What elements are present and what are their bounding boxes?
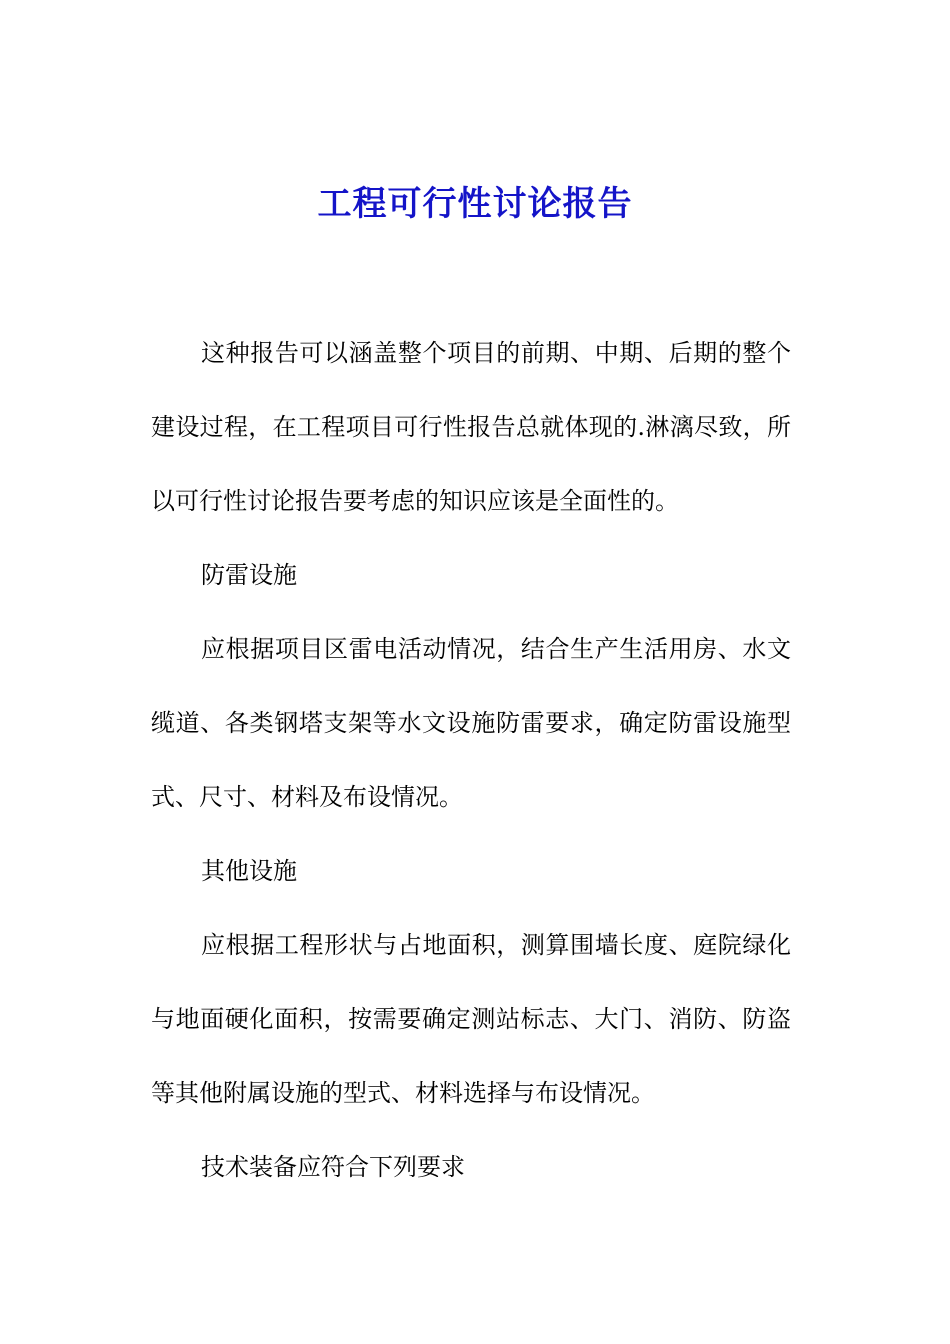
- paragraph-intro: 这种报告可以涵盖整个项目的前期、中期、后期的整个建设过程，在工程项目可行性报告总就体现的.淋漓尽致，所以可行性讨论报告要考虑的知识应该是全面性的。: [151, 339, 791, 515]
- document-body: [151, 316, 791, 1204]
- paragraph-lightning-protection: 应根据项目区雷电活动情况，结合生产生活用房、水文缆道、各类钢塔支架等水文设施防雷要求，确定防雷设施型式、尺寸、材料及布设情况。: [151, 635, 791, 811]
- section-heading-lightning-protection: 防雷设施: [201, 561, 297, 589]
- paragraph-other-facilities: 应根据工程形状与占地面积，测算围墙长度、庭院绿化与地面硬化面积，按需要确定测站标志、大门、消防、防盗等其他附属设施的型式、材料选择与布设情况。: [151, 931, 791, 1107]
- section-heading-technical-equipment: 技术装备应符合下列要求: [201, 1153, 465, 1181]
- section-heading-other-facilities: 其他设施: [201, 857, 297, 885]
- document-title: 工程可行性讨论报告: [317, 184, 633, 224]
